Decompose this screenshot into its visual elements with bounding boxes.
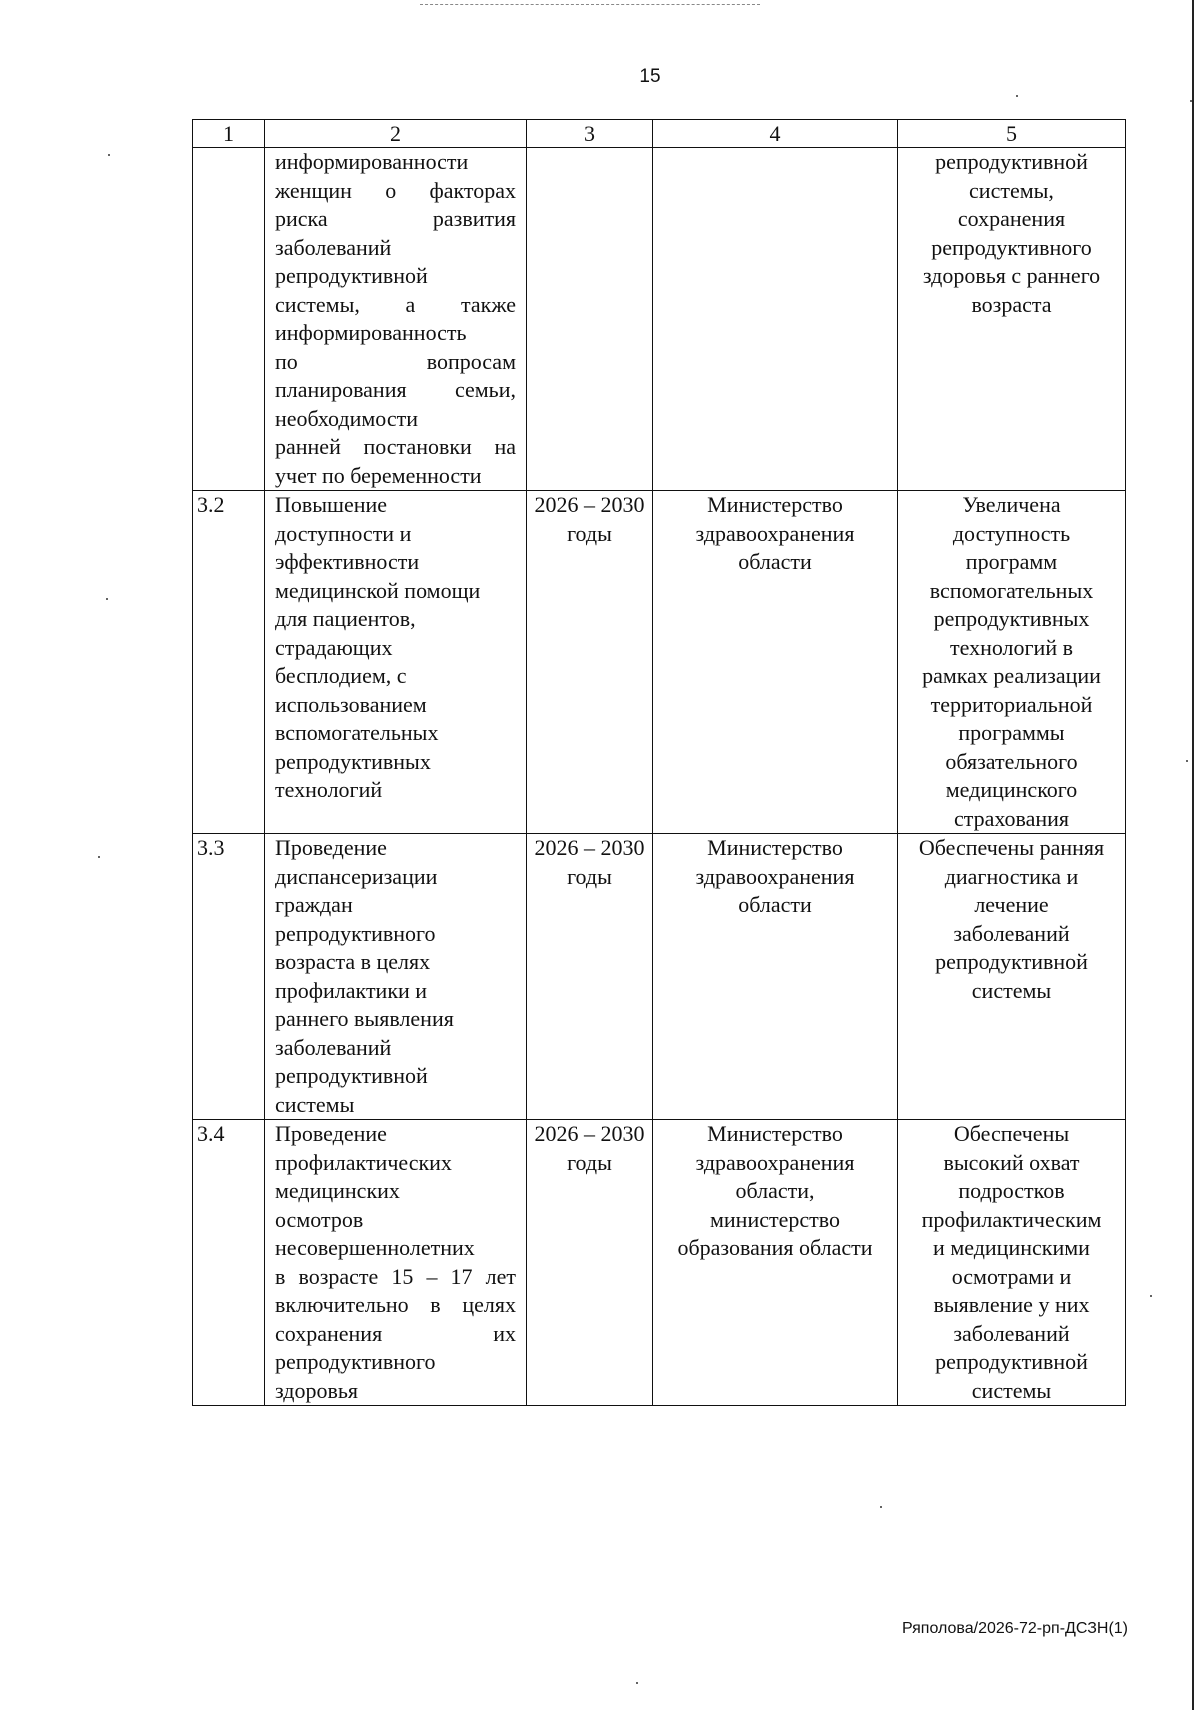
measure-name-line: Повышение bbox=[275, 492, 388, 517]
measure-name-line: несовершеннолетних bbox=[275, 1235, 475, 1260]
implementation-period-line: 2026 – 2030 bbox=[534, 492, 645, 517]
expected-result-line: системы bbox=[971, 977, 1052, 1003]
measure-name-line: профилактики и bbox=[275, 977, 428, 1003]
expected-result-line: системы bbox=[971, 1377, 1052, 1403]
implementation-period-line: 2026 – 2030 bbox=[534, 1121, 645, 1146]
table-header-row bbox=[193, 120, 1126, 148]
measure-name-line: репродуктивной bbox=[275, 263, 428, 288]
measure-name-line: граждан bbox=[275, 892, 353, 917]
measure-name-line: в возрасте 15 – 17 лет bbox=[275, 1263, 516, 1289]
measure-name-cell bbox=[265, 148, 527, 491]
expected-result-cell bbox=[898, 1120, 1126, 1406]
measure-name-line: Проведение bbox=[275, 1121, 387, 1146]
expected-result-line: репродуктивной bbox=[935, 949, 1088, 974]
measure-name-line: учет по беременности bbox=[275, 462, 482, 488]
table-row bbox=[193, 1120, 1126, 1406]
measure-name-line: доступности и bbox=[275, 520, 412, 546]
scan-speck bbox=[108, 154, 110, 156]
scan-speck bbox=[1016, 95, 1018, 97]
measure-number-cell bbox=[193, 148, 265, 491]
expected-result-line: технологий в bbox=[949, 634, 1073, 660]
expected-result-line: репродуктивной bbox=[935, 149, 1088, 174]
expected-result-line: сохранения bbox=[957, 206, 1066, 231]
measure-number-cell: 3.2 bbox=[193, 491, 265, 834]
measure-name-line: использованием bbox=[275, 691, 427, 717]
implementation-period-line: годы bbox=[567, 863, 612, 889]
expected-result-cell bbox=[898, 834, 1126, 1120]
expected-result-line: обязательного bbox=[945, 748, 1078, 774]
header-cell-1: 1 bbox=[193, 120, 265, 148]
measure-name-line: системы, а также bbox=[275, 291, 516, 317]
measure-name-line: информированность bbox=[275, 320, 467, 345]
measure-name-line: необходимости bbox=[275, 405, 419, 431]
expected-result-line: территориальной bbox=[930, 691, 1093, 717]
implementation-period-cell bbox=[527, 491, 653, 834]
scan-speck bbox=[1190, 100, 1192, 102]
header-cell-4: 4 bbox=[653, 120, 898, 148]
table-row bbox=[193, 148, 1126, 491]
measures-table bbox=[192, 119, 1126, 1406]
header-cell-5: 5 bbox=[898, 120, 1126, 148]
expected-result-line: программы bbox=[958, 720, 1065, 745]
measure-name-cell bbox=[265, 491, 527, 834]
measure-name-line: заболеваний bbox=[275, 234, 392, 260]
responsible-executor-line: здравоохранения bbox=[695, 520, 855, 546]
measure-name-line: риска развития bbox=[275, 206, 516, 231]
expected-result-line: возраста bbox=[971, 291, 1052, 317]
measure-name-line: диспансеризации bbox=[275, 863, 438, 889]
scan-speck bbox=[106, 598, 108, 600]
measure-name-line: медицинской помощи bbox=[275, 577, 481, 603]
table-row bbox=[193, 834, 1126, 1120]
measure-name-line: репродуктивных bbox=[275, 748, 431, 774]
measure-name-line: возраста в целях bbox=[275, 949, 431, 974]
expected-result-line: подростков bbox=[958, 1178, 1065, 1203]
responsible-executor-cell bbox=[653, 148, 898, 491]
responsible-executor-line: здравоохранения bbox=[695, 1149, 855, 1175]
expected-result-line: лечение bbox=[974, 892, 1049, 917]
expected-result-line: доступность bbox=[952, 520, 1071, 546]
measure-name-line: Проведение bbox=[275, 835, 387, 860]
responsible-executor-line: области bbox=[738, 549, 812, 574]
table-row bbox=[193, 491, 1126, 834]
measure-name-line: здоровья bbox=[275, 1377, 359, 1403]
measure-name-line: бесплодием, с bbox=[275, 663, 407, 688]
header-cell-2: 2 bbox=[265, 120, 527, 148]
expected-result-line: высокий охват bbox=[943, 1149, 1080, 1175]
expected-result-line: заболеваний bbox=[953, 920, 1070, 946]
measure-name-line: сохранения их bbox=[275, 1320, 516, 1346]
measure-number-cell: 3.4 bbox=[193, 1120, 265, 1406]
expected-result-line: Увеличена bbox=[962, 492, 1061, 517]
expected-result-line: заболеваний bbox=[953, 1320, 1070, 1346]
measure-name-line: репродуктивного bbox=[275, 920, 436, 946]
document-registration-code: Ряполова/2026-72-рп-ДСЗН(1) bbox=[901, 1620, 1128, 1637]
expected-result-line: Обеспечены bbox=[953, 1121, 1070, 1146]
responsible-executor-line: области, bbox=[735, 1178, 815, 1203]
scan-speck bbox=[1186, 760, 1188, 762]
measure-name-line: женщин о факторах bbox=[275, 177, 516, 203]
expected-result-line: осмотрами и bbox=[951, 1263, 1072, 1289]
measure-name-line: по вопросам bbox=[275, 348, 516, 374]
measure-name-line: ранней постановки на bbox=[275, 434, 516, 459]
scan-speck bbox=[98, 856, 100, 858]
implementation-period-cell bbox=[527, 834, 653, 1120]
measure-name-line: планирования семьи, bbox=[275, 377, 516, 402]
expected-result-line: здоровья с раннего bbox=[922, 263, 1101, 288]
measure-number-cell: 3.3 bbox=[193, 834, 265, 1120]
measure-name-line: заболеваний bbox=[275, 1034, 392, 1060]
expected-result-line: страхования bbox=[953, 805, 1070, 831]
responsible-executor-line: образования области bbox=[677, 1235, 873, 1260]
responsible-executor-line: министерство bbox=[709, 1206, 840, 1232]
expected-result-line: диагностика и bbox=[944, 863, 1079, 889]
expected-result-line: репродуктивных bbox=[933, 606, 1090, 631]
measure-name-line: страдающих bbox=[275, 634, 393, 660]
responsible-executor-cell bbox=[653, 834, 898, 1120]
scan-speck bbox=[636, 1682, 638, 1684]
measure-name-line: профилактических bbox=[275, 1149, 452, 1175]
header-cell-3: 3 bbox=[527, 120, 653, 148]
expected-result-cell bbox=[898, 491, 1126, 834]
implementation-period-line: годы bbox=[567, 520, 612, 546]
measure-name-cell bbox=[265, 1120, 527, 1406]
expected-result-line: выявление у них bbox=[933, 1292, 1090, 1317]
responsible-executor-line: области bbox=[738, 892, 812, 917]
expected-result-line: вспомогательных bbox=[929, 577, 1094, 603]
measure-name-line: включительно в целях bbox=[275, 1292, 516, 1317]
measure-name-line: медицинских bbox=[275, 1178, 400, 1203]
scan-top-edge bbox=[420, 4, 760, 6]
scan-speck bbox=[880, 1506, 882, 1508]
table-header bbox=[193, 120, 1126, 148]
expected-result-line: программ bbox=[965, 549, 1058, 574]
responsible-executor-line: Министерство bbox=[707, 492, 843, 517]
expected-result-line: репродуктивной bbox=[935, 1349, 1088, 1374]
responsible-executor-line: здравоохранения bbox=[695, 863, 855, 889]
expected-result-line: рамках реализации bbox=[922, 663, 1101, 688]
responsible-executor-line: Министерство bbox=[707, 835, 843, 860]
measure-name-line: эффективности bbox=[275, 549, 420, 574]
measure-name-line: репродуктивного bbox=[275, 1349, 436, 1374]
expected-result-line: репродуктивного bbox=[931, 234, 1092, 260]
expected-result-line: Обеспечены ранняя bbox=[918, 835, 1105, 860]
expected-result-line: системы, bbox=[969, 177, 1054, 203]
measure-name-line: раннего выявления bbox=[275, 1006, 454, 1031]
measure-name-cell bbox=[265, 834, 527, 1120]
expected-result-line: медицинского bbox=[945, 777, 1078, 802]
responsible-executor-line: Министерство bbox=[707, 1121, 843, 1146]
expected-result-cell bbox=[898, 148, 1126, 491]
measure-name-line: репродуктивной bbox=[275, 1063, 428, 1088]
measure-name-line: технологий bbox=[275, 777, 383, 802]
implementation-period-line: годы bbox=[567, 1149, 612, 1175]
expected-result-line: и медицинскими bbox=[933, 1235, 1090, 1260]
scan-right-edge bbox=[1192, 0, 1194, 1710]
responsible-executor-cell bbox=[653, 1120, 898, 1406]
implementation-period-cell bbox=[527, 1120, 653, 1406]
measure-name-line: осмотров bbox=[275, 1206, 364, 1232]
measure-name-line: информированности bbox=[275, 149, 469, 174]
responsible-executor-cell bbox=[653, 491, 898, 834]
measure-name-line: для пациентов, bbox=[275, 606, 416, 631]
implementation-period-line: 2026 – 2030 bbox=[534, 835, 645, 860]
page-number: 15 bbox=[639, 66, 661, 87]
table-body bbox=[193, 148, 1126, 1406]
expected-result-line: профилактическим bbox=[921, 1206, 1102, 1232]
measure-name-line: системы bbox=[275, 1091, 355, 1117]
implementation-period-cell bbox=[527, 148, 653, 491]
scan-speck bbox=[1150, 1295, 1152, 1297]
measure-name-line: вспомогательных bbox=[275, 720, 439, 745]
